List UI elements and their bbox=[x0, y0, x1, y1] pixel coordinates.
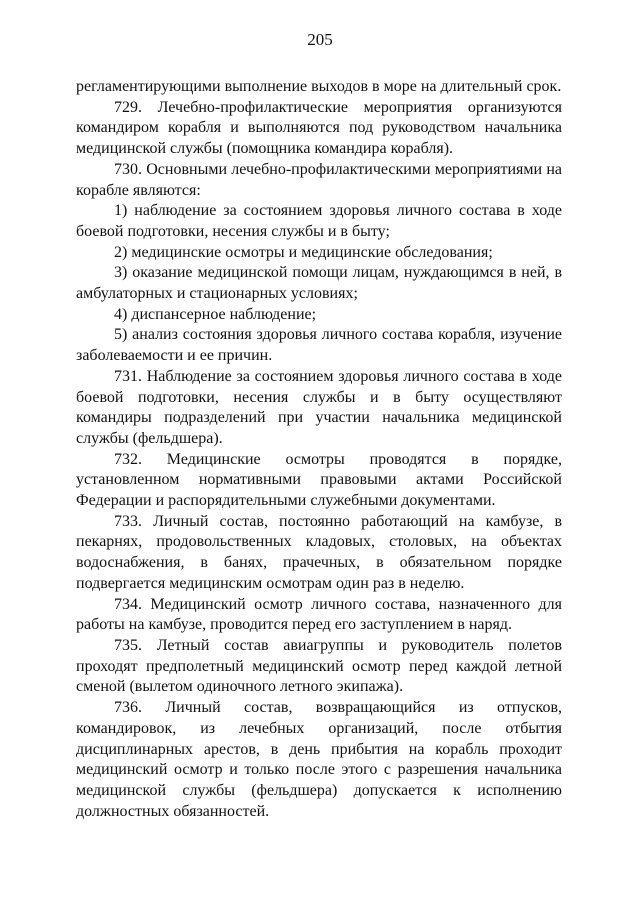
document-body bbox=[76, 77, 562, 822]
paragraph-730: 730. Основными лечебно-профилактическими мероприятиями на корабле являются: bbox=[76, 160, 562, 199]
paragraph-735: 735. Летный состав авиагруппы и руководитель полетов проходят предполетный медицинский осмотр перед каждой летной сменой (вылетом одиночного летного экипажа). bbox=[76, 636, 562, 696]
list-item-730-3: 3) оказание медицинской помощи лицам, нуждающимся в ней, в амбулаторных и стационарных условиях; bbox=[76, 264, 562, 303]
paragraph-736: 736. Личный состав, возвращающийся из отпусков, командировок, из лечебных организаций, после отбытия дисциплинарных арестов, в день прибытия на корабль проходит медицинский осмотр и только после этого с разрешения начальника медицинской службы (фельдшера) допускается к исполнению должностных обязанностей. bbox=[76, 699, 562, 820]
paragraph-continuation: регламентирующими выполнение выходов в море на длительный срок. bbox=[76, 78, 562, 95]
paragraph-734: 734. Медицинский осмотр личного состава, назначенного для работы на камбузе, проводится перед его заступлением в наряд. bbox=[76, 595, 562, 634]
list-item-730-1: 1) наблюдение за состоянием здоровья личного состава в ходе боевой подготовки, несения службы и в быту; bbox=[76, 202, 562, 240]
paragraph-733: 733. Личный состав, постоянно работающий на камбузе, в пекарнях, продовольственных кладовых, столовых, на объектах водоснабжения, в банях, прачечных, в обязательном порядке подвергается медицинским осмотрам один раз в неделю. bbox=[76, 512, 562, 592]
paragraph-731: 731. Наблюдение за состоянием здоровья личного состава в ходе боевой подготовки, несения службы и в быту осуществляют командиры подразделений при участии начальника медицинской службы (фельдшера). bbox=[76, 367, 562, 447]
list-item-730-4: 4) диспансерное наблюдение; bbox=[114, 305, 317, 323]
paragraph-732: 732. Медицинские осмотры проводятся в порядке, установленном нормативными правовыми актами Российской Федерации и распорядительными служебными документами. bbox=[76, 450, 562, 510]
list-item-730-5: 5) анализ состояния здоровья личного состава корабля, изучение заболеваемости и ее причин. bbox=[76, 326, 562, 365]
page-number: 205 bbox=[307, 30, 333, 49]
list-item-730-2: 2) медицинские осмотры и медицинские обследования; bbox=[114, 243, 493, 261]
paragraph-729: 729. Лечебно-профилактические мероприятия организуются командиром корабля и выполняются под руководством начальника медицинской службы (помощника командира корабля). bbox=[76, 98, 562, 158]
